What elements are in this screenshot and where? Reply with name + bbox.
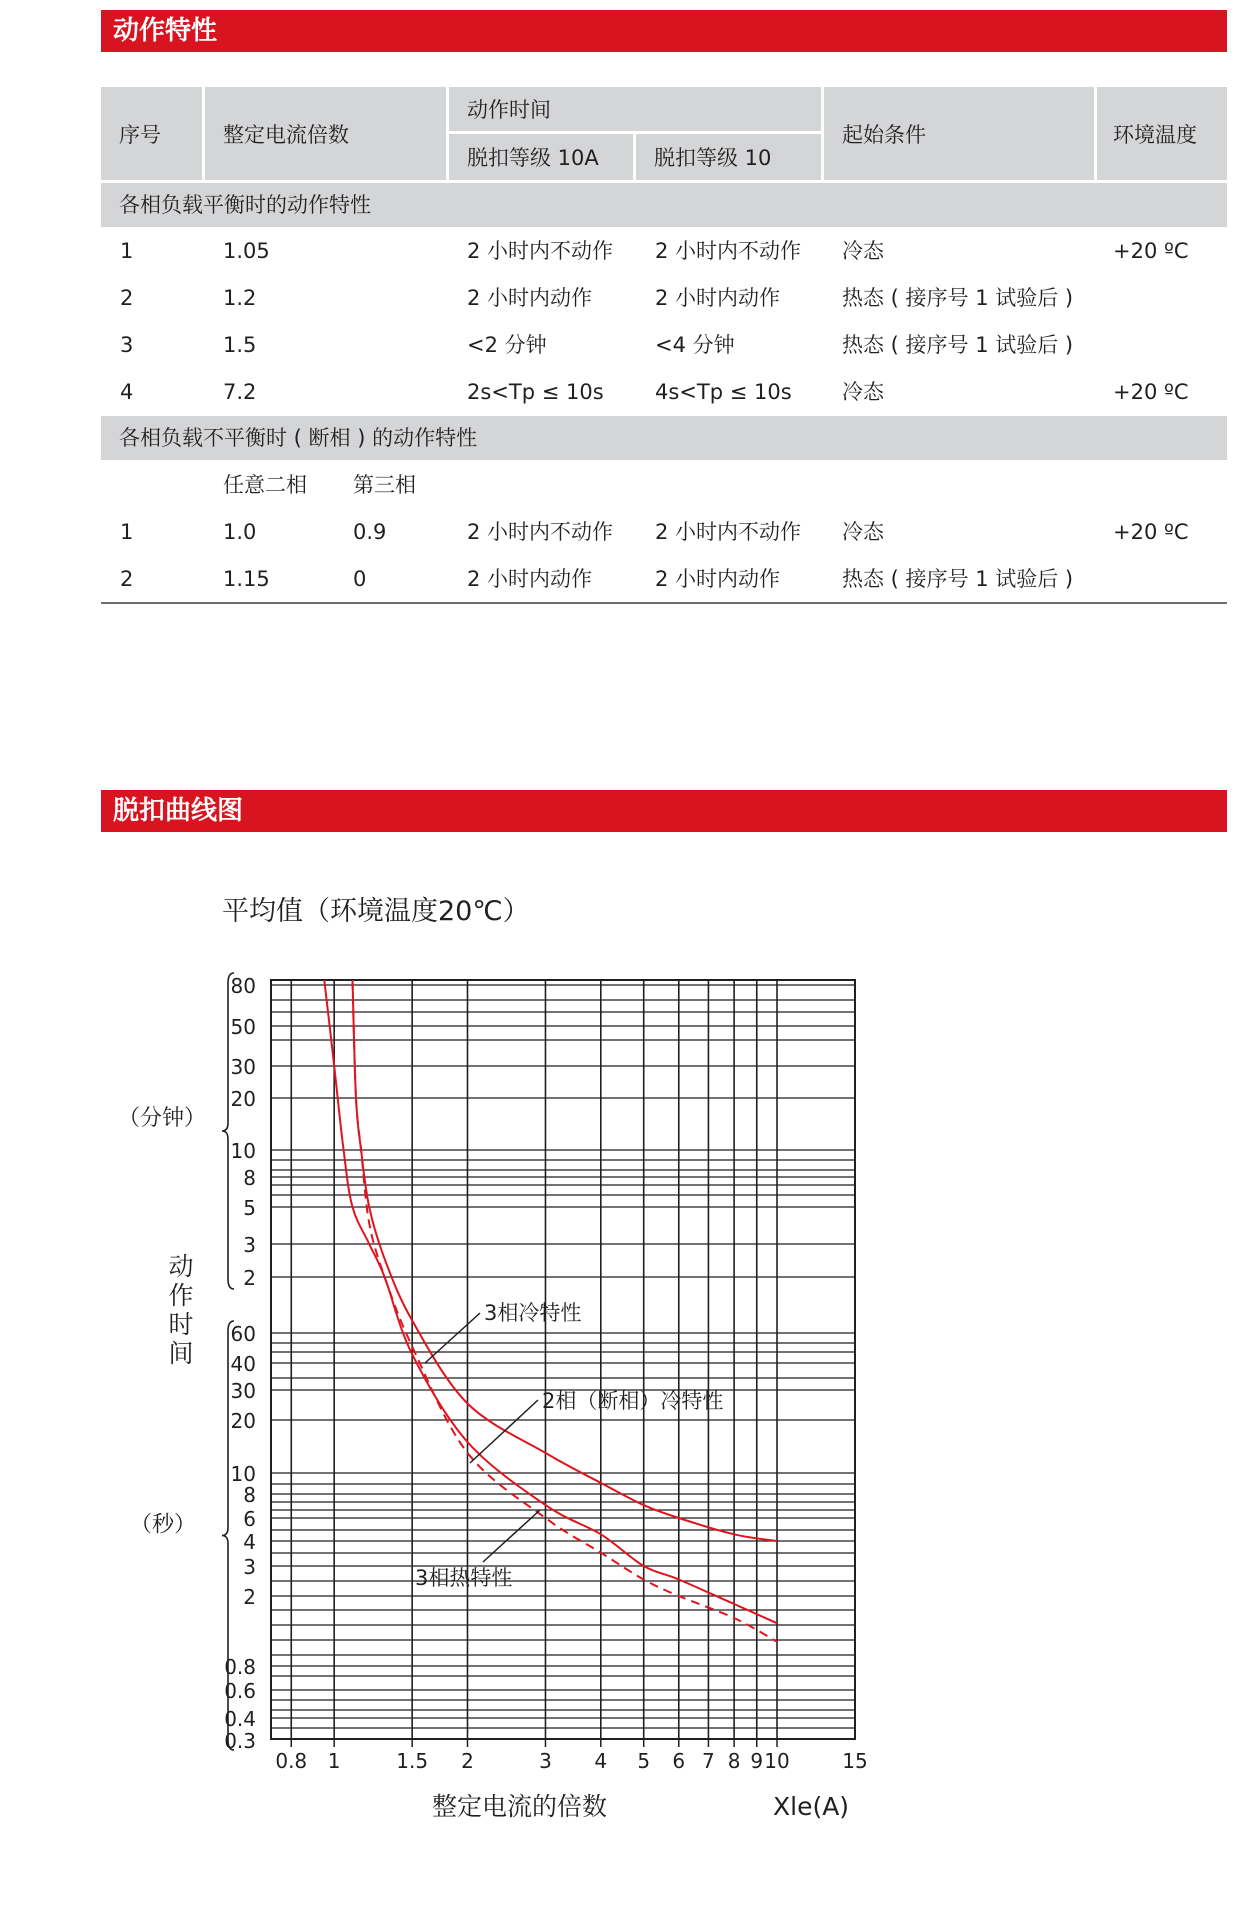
y-tick-label: 8 bbox=[243, 1166, 256, 1190]
cell-seq: 1 bbox=[120, 520, 134, 544]
cell-temp: +20 ºC bbox=[1113, 380, 1189, 404]
cell-seq: 1 bbox=[120, 239, 134, 263]
x-tick-label: 4 bbox=[594, 1749, 608, 1773]
x-axis-unit: Xle(A) bbox=[773, 1792, 850, 1821]
y-axis-title-char: 时 bbox=[168, 1310, 194, 1339]
subheader-third-phase: 第三相 bbox=[353, 473, 416, 497]
x-tick-label: 6 bbox=[672, 1749, 686, 1773]
x-tick-label: 0.8 bbox=[275, 1749, 308, 1773]
cell-seq: 4 bbox=[120, 380, 134, 404]
y-group-label-seconds: （秒） bbox=[130, 1512, 197, 1538]
x-tick-label: 1.5 bbox=[396, 1749, 429, 1773]
y-tick-label: 50 bbox=[230, 1015, 256, 1039]
x-tick-label: 1 bbox=[327, 1749, 341, 1773]
cell-third: 0.9 bbox=[353, 520, 387, 544]
x-tick-label: 8 bbox=[727, 1749, 741, 1773]
y-tick-label: 8 bbox=[243, 1483, 256, 1507]
y-tick-label: 80 bbox=[230, 974, 256, 998]
y-tick-label: 40 bbox=[230, 1352, 256, 1376]
header-class-10a: 脱扣等级 10A bbox=[449, 134, 633, 180]
annotation-label: 2相（断相）冷特性 bbox=[542, 1389, 724, 1413]
cell-time-10: <4 分钟 bbox=[655, 333, 735, 357]
y-tick-label: 2 bbox=[243, 1266, 256, 1290]
y-tick-label: 0.6 bbox=[224, 1679, 256, 1703]
annotation-leader-line bbox=[425, 1313, 480, 1363]
cell-seq: 2 bbox=[120, 286, 134, 310]
section-title-characteristics: 动作特性 bbox=[101, 10, 1227, 52]
x-tick-label: 3 bbox=[539, 1749, 552, 1773]
x-axis-labels bbox=[275, 1739, 867, 1773]
x-tick-label: 10 bbox=[764, 1749, 790, 1773]
subheader-any-two-phases: 任意二相 bbox=[223, 473, 307, 497]
x-tick-label: 15 bbox=[842, 1749, 868, 1773]
cell-time-10: 2 小时内不动作 bbox=[655, 520, 802, 544]
x-tick-label: 2 bbox=[461, 1749, 474, 1773]
y-tick-label: 5 bbox=[243, 1196, 256, 1220]
cell-any-two: 1.15 bbox=[223, 567, 270, 591]
header-class-10: 脱扣等级 10 bbox=[636, 134, 821, 180]
y-tick-label: 20 bbox=[230, 1087, 256, 1111]
cell-seq: 3 bbox=[120, 333, 134, 357]
cell-time-10a: 2 小时内动作 bbox=[467, 567, 593, 591]
cell-time-10a: <2 分钟 bbox=[467, 333, 547, 357]
cell-multiple: 1.05 bbox=[223, 239, 270, 263]
cell-condition: 热态 ( 接序号 1 试验后 ) bbox=[842, 286, 1074, 310]
y-tick-label: 0.3 bbox=[224, 1729, 256, 1753]
y-tick-label: 6 bbox=[243, 1507, 256, 1531]
cell-time-10: 2 小时内动作 bbox=[655, 567, 781, 591]
y-tick-label: 0.8 bbox=[224, 1655, 256, 1679]
cell-time-10a: 2 小时内不动作 bbox=[467, 239, 614, 263]
y-tick-label: 60 bbox=[230, 1322, 256, 1346]
cell-time-10: 4s<Tp ≤ 10s bbox=[655, 380, 792, 404]
cell-multiple: 7.2 bbox=[223, 380, 257, 404]
y-tick-label: 0.4 bbox=[224, 1707, 256, 1731]
unbalanced-section-title: 各相负载不平衡时 ( 断相 ) 的动作特性 bbox=[101, 416, 1227, 460]
chart-title: 平均值（环境温度20℃） bbox=[222, 896, 530, 927]
series-line-1 bbox=[353, 980, 778, 1541]
balanced-section-title: 各相负载平衡时的动作特性 bbox=[101, 183, 1227, 227]
cell-temp: +20 ºC bbox=[1113, 520, 1189, 544]
y-tick-label: 20 bbox=[230, 1409, 256, 1433]
annotation-label: 3相冷特性 bbox=[484, 1301, 582, 1325]
cell-condition: 冷态 bbox=[842, 239, 884, 263]
x-tick-label: 9 bbox=[750, 1749, 764, 1773]
y-axis-title-char: 间 bbox=[168, 1339, 194, 1368]
cell-seq: 2 bbox=[120, 567, 134, 591]
header-action-time: 动作时间 bbox=[449, 87, 821, 131]
cell-time-10: 2 小时内不动作 bbox=[655, 239, 802, 263]
cell-multiple: 1.2 bbox=[223, 286, 257, 310]
cell-condition: 冷态 bbox=[842, 380, 884, 404]
y-tick-label: 10 bbox=[230, 1462, 256, 1486]
cell-time-10a: 2 小时内动作 bbox=[467, 286, 593, 310]
cell-condition: 冷态 bbox=[842, 520, 884, 544]
y-tick-label: 3 bbox=[243, 1555, 256, 1579]
header-seq: 序号 bbox=[101, 87, 202, 180]
header-start-condition: 起始条件 bbox=[824, 87, 1094, 180]
y-tick-label: 30 bbox=[230, 1055, 256, 1079]
cell-time-10: 2 小时内动作 bbox=[655, 286, 781, 310]
cell-time-10a: 2 小时内不动作 bbox=[467, 520, 614, 544]
y-axis-title-char: 动 bbox=[168, 1252, 194, 1281]
cell-multiple: 1.5 bbox=[223, 333, 257, 357]
cell-any-two: 1.0 bbox=[223, 520, 257, 544]
y-axis-title-char: 作 bbox=[168, 1281, 194, 1310]
x-tick-label: 5 bbox=[637, 1749, 651, 1773]
y-axis-labels bbox=[118, 973, 256, 1753]
section-title-trip-curve: 脱扣曲线图 bbox=[101, 790, 1227, 832]
x-axis-title: 整定电流的倍数 bbox=[432, 1792, 608, 1821]
cell-time-10a: 2s<Tp ≤ 10s bbox=[467, 380, 604, 404]
x-tick-label: 7 bbox=[702, 1749, 715, 1773]
y-tick-label: 2 bbox=[243, 1585, 256, 1609]
cell-third: 0 bbox=[353, 567, 367, 591]
annotation-leader-line bbox=[470, 1400, 538, 1463]
cell-condition: 热态 ( 接序号 1 试验后 ) bbox=[842, 567, 1074, 591]
cell-condition: 热态 ( 接序号 1 试验后 ) bbox=[842, 333, 1074, 357]
y-group-label-minutes: （分钟） bbox=[118, 1106, 207, 1131]
y-tick-label: 10 bbox=[230, 1139, 256, 1163]
chart-grid bbox=[271, 980, 855, 1739]
annotation-label: 3相热特性 bbox=[415, 1566, 513, 1590]
header-multiple: 整定电流倍数 bbox=[205, 87, 446, 180]
y-tick-label: 3 bbox=[243, 1233, 256, 1257]
y-tick-label: 30 bbox=[230, 1379, 256, 1403]
header-ambient: 环境温度 bbox=[1097, 87, 1227, 180]
y-tick-label: 4 bbox=[243, 1530, 256, 1554]
cell-temp: +20 ºC bbox=[1113, 239, 1189, 263]
